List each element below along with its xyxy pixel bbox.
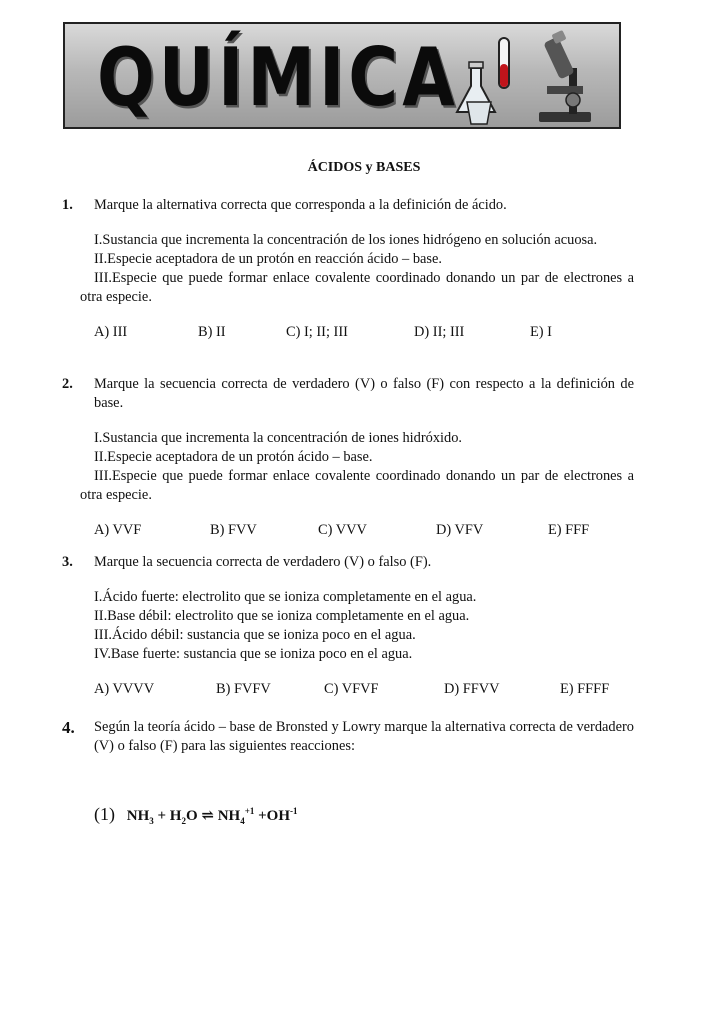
question-3 xyxy=(62,553,634,699)
banner-title: QUÍMICA xyxy=(97,32,459,126)
question-options xyxy=(80,588,634,664)
choice-d: D) II; III xyxy=(414,324,465,340)
option-item: I.Sustancia que incrementa la concentración de los iones hidrógeno en solución acuosa. xyxy=(94,232,598,248)
page-title: ÁCIDOS y BASES xyxy=(307,160,421,175)
option-item: II.Especie aceptadora de un protón ácido – base. xyxy=(94,449,373,465)
option-item: I.Sustancia que incrementa la concentración de iones hidróxido. xyxy=(94,430,463,446)
choice-b: B) FVFV xyxy=(216,681,271,697)
question-text: Marque la secuencia correcta de verdadero (V) o falso (F). xyxy=(94,554,432,570)
option-item: II.Base débil: electrolito que se ioniza completamente en el agua. xyxy=(94,608,470,624)
water-oxygen: O xyxy=(185,808,198,824)
subscript: 2 xyxy=(181,816,186,826)
choice-b: B) II xyxy=(198,324,226,340)
choice-e: E) FFFF xyxy=(560,681,610,697)
answer-choices xyxy=(94,521,634,540)
reactant-ammonia: NH xyxy=(126,808,150,824)
choice-d: D) VFV xyxy=(436,522,484,538)
header-banner xyxy=(63,22,621,129)
reaction-label: (1) xyxy=(94,804,115,824)
question-2 xyxy=(62,375,634,540)
option-item: I.Ácido fuerte: electrolito que se ioniza completamente en el agua. xyxy=(94,589,477,605)
choice-a: A) III xyxy=(94,324,128,340)
option-item: III.Ácido débil: sustancia que se ioniza poco en el agua. xyxy=(94,627,416,643)
subscript: 3 xyxy=(149,816,154,826)
question-1 xyxy=(62,196,634,342)
option-item: IV.Base fuerte: sustancia que se ioniza poco en el agua. xyxy=(94,646,413,662)
question-text: Marque la alternativa correcta que corresponda a la definición de ácido. xyxy=(94,197,507,213)
reactant-water: + H xyxy=(153,808,182,824)
choice-c: C) VVV xyxy=(318,522,367,538)
choice-a: A) VVVV xyxy=(94,681,155,697)
product-hydroxide: +OH xyxy=(258,808,290,824)
question-number: 2. xyxy=(62,376,73,392)
question-options xyxy=(80,429,634,505)
option-item: III.Especie que puede formar enlace covalente coordinado donando un par de electrones a otra especie. xyxy=(80,270,634,305)
choice-b: B) FVV xyxy=(210,522,257,538)
subscript: 4 xyxy=(240,816,245,826)
option-item: III.Especie que puede formar enlace covalente coordinado donando un par de electrones a otra especie. xyxy=(80,468,634,503)
lab-equipment-icon xyxy=(451,28,601,126)
choice-c: C) VFVF xyxy=(324,681,379,697)
equilibrium-arrow-icon: ⇌ xyxy=(201,808,214,824)
superscript: +1 xyxy=(244,806,255,816)
question-number: 3. xyxy=(62,554,73,570)
product-ammonium: NH xyxy=(217,808,241,824)
superscript: -1 xyxy=(290,806,298,816)
choice-d: D) FFVV xyxy=(444,681,500,697)
question-number: 1. xyxy=(62,197,73,213)
question-4 xyxy=(62,718,634,756)
question-text: Según la teoría ácido – base de Bronsted y Lowry marque la alternativa correcta de verdadero (V) o falso (F) para las siguientes reacciones: xyxy=(94,719,634,754)
choice-a: A) VVF xyxy=(94,522,142,538)
option-item: II.Especie aceptadora de un protón en reacción ácido – base. xyxy=(94,251,443,267)
question-text: Marque la secuencia correcta de verdadero (V) o falso (F) con respecto a la definición de base. xyxy=(94,376,634,411)
reaction-equation xyxy=(94,804,298,826)
question-options xyxy=(80,231,634,307)
answer-choices xyxy=(94,323,634,342)
choice-e: E) FFF xyxy=(548,522,590,538)
question-number: 4. xyxy=(62,718,75,737)
choice-c: C) I; II; III xyxy=(286,324,348,340)
answer-choices xyxy=(94,680,634,699)
choice-e: E) I xyxy=(530,324,552,340)
